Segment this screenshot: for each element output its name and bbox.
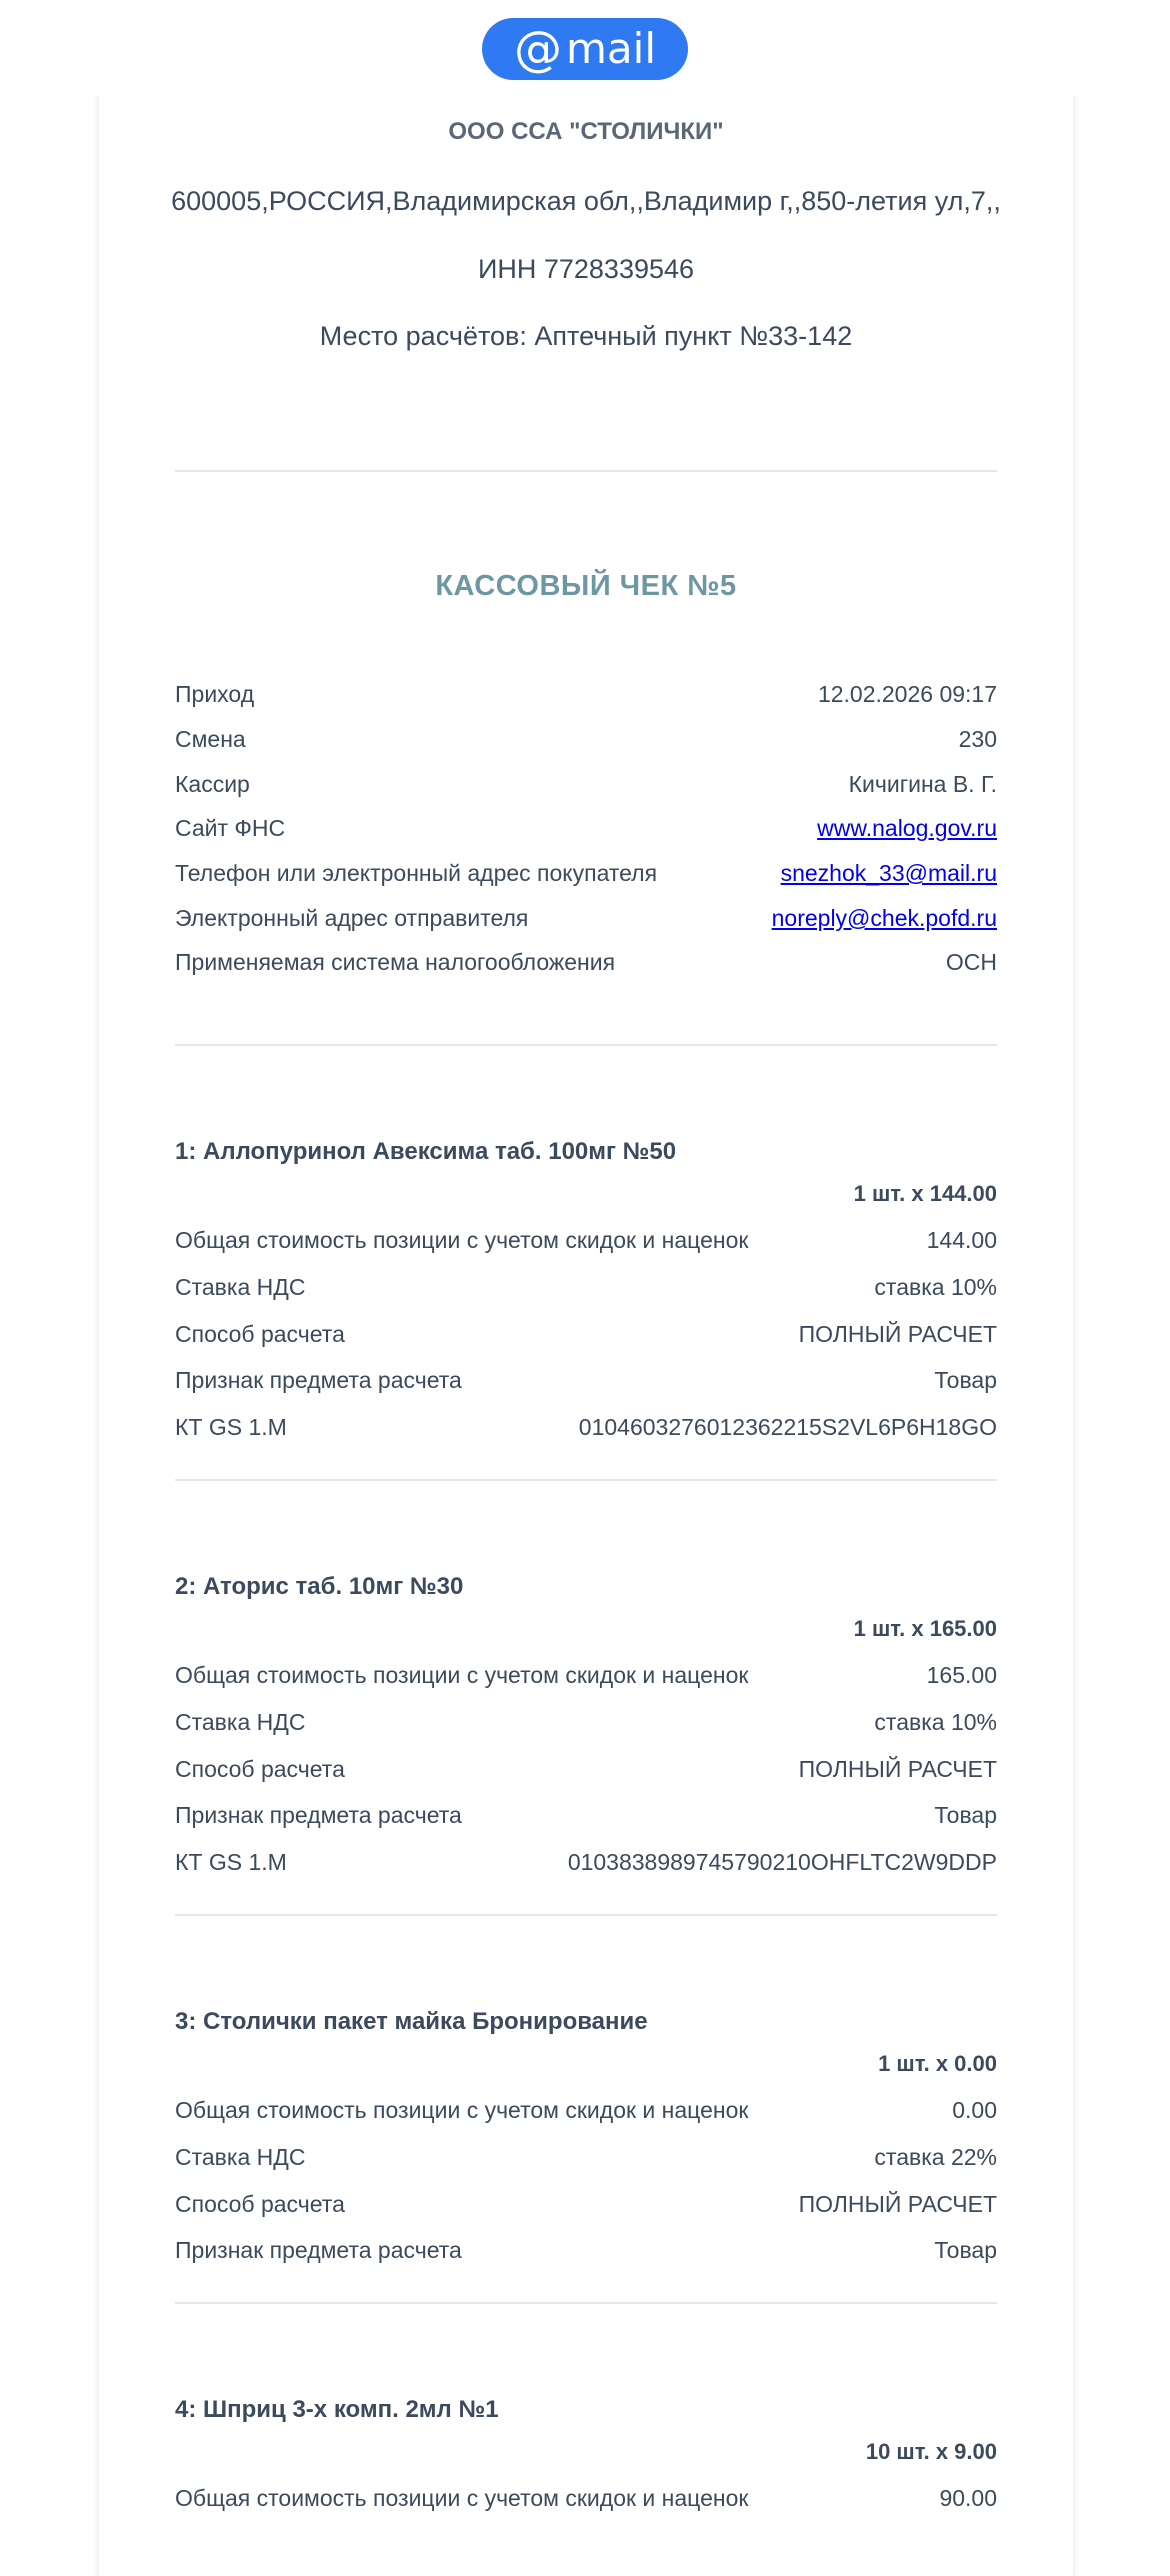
field-label: Электронный адрес отправителя bbox=[175, 905, 529, 931]
field-label: Приход bbox=[175, 681, 255, 707]
item-quantity: 1 шт. x 0.00 bbox=[878, 2051, 997, 2076]
divider bbox=[175, 2302, 997, 2304]
item-row-label: КТ GS 1.M bbox=[175, 1414, 287, 1440]
item-title: 1: Аллопуринол Авексима таб. 100мг №50 bbox=[175, 1138, 677, 1165]
item-row-label: Признак предмета расчета bbox=[175, 1367, 462, 1393]
item-row bbox=[175, 1321, 997, 1348]
item-row bbox=[175, 1414, 997, 1441]
item-row-value: 0.00 bbox=[952, 2097, 997, 2123]
item-quantity: 10 шт. x 9.00 bbox=[865, 2439, 997, 2464]
item-row bbox=[175, 1709, 997, 1736]
settlement-place: Место расчётов: Аптечный пункт №33-142 bbox=[319, 321, 853, 351]
item-row-label: КТ GS 1.M bbox=[175, 1849, 287, 1875]
item-row-label: Общая стоимость позиции с учетом скидок и наценок bbox=[175, 2485, 749, 2511]
item-row bbox=[175, 2237, 997, 2264]
divider bbox=[175, 1914, 997, 1916]
org-inn: ИНН 7728339546 bbox=[477, 254, 695, 284]
item-row bbox=[175, 2144, 997, 2171]
item-row-value: ставка 10% bbox=[874, 1274, 997, 1300]
item-row bbox=[175, 2191, 997, 2218]
divider bbox=[175, 1479, 997, 1481]
item-row bbox=[175, 1662, 997, 1689]
item-row-value: 0104603276012362215S2VL6P6H18GO bbox=[578, 1414, 997, 1440]
field-value: 230 bbox=[958, 726, 997, 752]
item-row-label: Способ расчета bbox=[175, 1756, 345, 1782]
top-bar bbox=[0, 0, 1170, 96]
item-row-value: ПОЛНЫЙ РАСЧЕТ bbox=[798, 1321, 997, 1347]
receipt-card bbox=[98, 76, 1074, 2576]
item-title: 3: Столички пакет майка Бронирование bbox=[175, 2008, 648, 2035]
item-row-value: Товар bbox=[934, 1802, 997, 1828]
item-row bbox=[175, 1756, 997, 1783]
field-label: Смена bbox=[175, 726, 246, 752]
field-value: ОСН bbox=[945, 949, 997, 975]
item-quantity: 1 шт. x 165.00 bbox=[853, 1616, 997, 1641]
item-row-label: Общая стоимость позиции с учетом скидок и наценок bbox=[175, 1227, 749, 1253]
item-row bbox=[175, 2097, 997, 2124]
fns-site-link[interactable]: www.nalog.gov.ru bbox=[817, 815, 997, 841]
field-label: Сайт ФНС bbox=[175, 815, 286, 841]
receipt-field-row bbox=[175, 771, 997, 798]
item-row-value: ПОЛНЫЙ РАСЧЕТ bbox=[798, 1756, 997, 1782]
receipt-title: КАССОВЫЙ ЧЕК №5 bbox=[435, 570, 737, 602]
item-row-label: Способ расчета bbox=[175, 1321, 345, 1347]
item-row bbox=[175, 1367, 997, 1394]
item-row-value: ставка 10% bbox=[874, 1709, 997, 1735]
item-title: 4: Шприц 3-х комп. 2мл №1 bbox=[175, 2396, 499, 2423]
divider bbox=[175, 470, 997, 472]
buyer-email-link[interactable]: snezhok_33@mail.ru bbox=[780, 860, 997, 886]
receipt-field-row bbox=[175, 726, 997, 753]
org-address: 600005,РОССИЯ,Владимирская обл,,Владимир г,,850-летия ул,7,, bbox=[171, 186, 1001, 216]
item-row-value: ставка 22% bbox=[874, 2144, 997, 2170]
receipt-field-row bbox=[175, 860, 997, 887]
receipt-field-row bbox=[175, 905, 997, 932]
mail-logo-button[interactable] bbox=[482, 18, 688, 80]
item-row-label: Ставка НДС bbox=[175, 1709, 306, 1735]
item-row-value: 0103838989745790210OHFLTC2W9DDP bbox=[567, 1849, 997, 1875]
receipt-field-row bbox=[175, 815, 997, 842]
item-row-label: Признак предмета расчета bbox=[175, 2237, 462, 2263]
item-row-value: 144.00 bbox=[926, 1227, 997, 1253]
receipt-field-row bbox=[175, 681, 997, 708]
item-row bbox=[175, 1802, 997, 1829]
field-label: Кассир bbox=[175, 771, 250, 797]
field-value: Кичигина В. Г. bbox=[848, 771, 997, 797]
field-value: 12.02.2026 09:17 bbox=[817, 681, 997, 707]
item-quantity: 1 шт. x 144.00 bbox=[853, 1181, 997, 1206]
item-row bbox=[175, 1227, 997, 1254]
item-row-value: 165.00 bbox=[926, 1662, 997, 1688]
sender-email-link[interactable]: noreply@chek.pofd.ru bbox=[771, 905, 997, 931]
field-label: Телефон или электронный адрес покупателя bbox=[175, 860, 658, 886]
item-row-label: Общая стоимость позиции с учетом скидок и наценок bbox=[175, 1662, 749, 1688]
item-row-value: Товар bbox=[934, 1367, 997, 1393]
item-row-value: Товар bbox=[934, 2237, 997, 2263]
mail-logo-text: mail bbox=[566, 24, 656, 73]
item-row-value: ПОЛНЫЙ РАСЧЕТ bbox=[798, 2191, 997, 2217]
item-row-label: Способ расчета bbox=[175, 2191, 345, 2217]
item-row bbox=[175, 1849, 997, 1876]
item-row-label: Ставка НДС bbox=[175, 1274, 306, 1300]
receipt-field-row bbox=[175, 949, 997, 976]
item-row bbox=[175, 2485, 997, 2512]
item-title: 2: Аторис таб. 10мг №30 bbox=[175, 1573, 464, 1600]
item-row-label: Ставка НДС bbox=[175, 2144, 306, 2170]
item-row-label: Общая стоимость позиции с учетом скидок и наценок bbox=[175, 2097, 749, 2123]
at-sign-icon: @ bbox=[514, 21, 562, 77]
item-row-label: Признак предмета расчета bbox=[175, 1802, 462, 1828]
org-name: ООО ССА "СТОЛИЧКИ" bbox=[448, 118, 724, 145]
item-row-value: 90.00 bbox=[939, 2485, 997, 2511]
field-label: Применяемая система налогообложения bbox=[175, 949, 616, 975]
divider bbox=[175, 1044, 997, 1046]
item-row bbox=[175, 1274, 997, 1301]
